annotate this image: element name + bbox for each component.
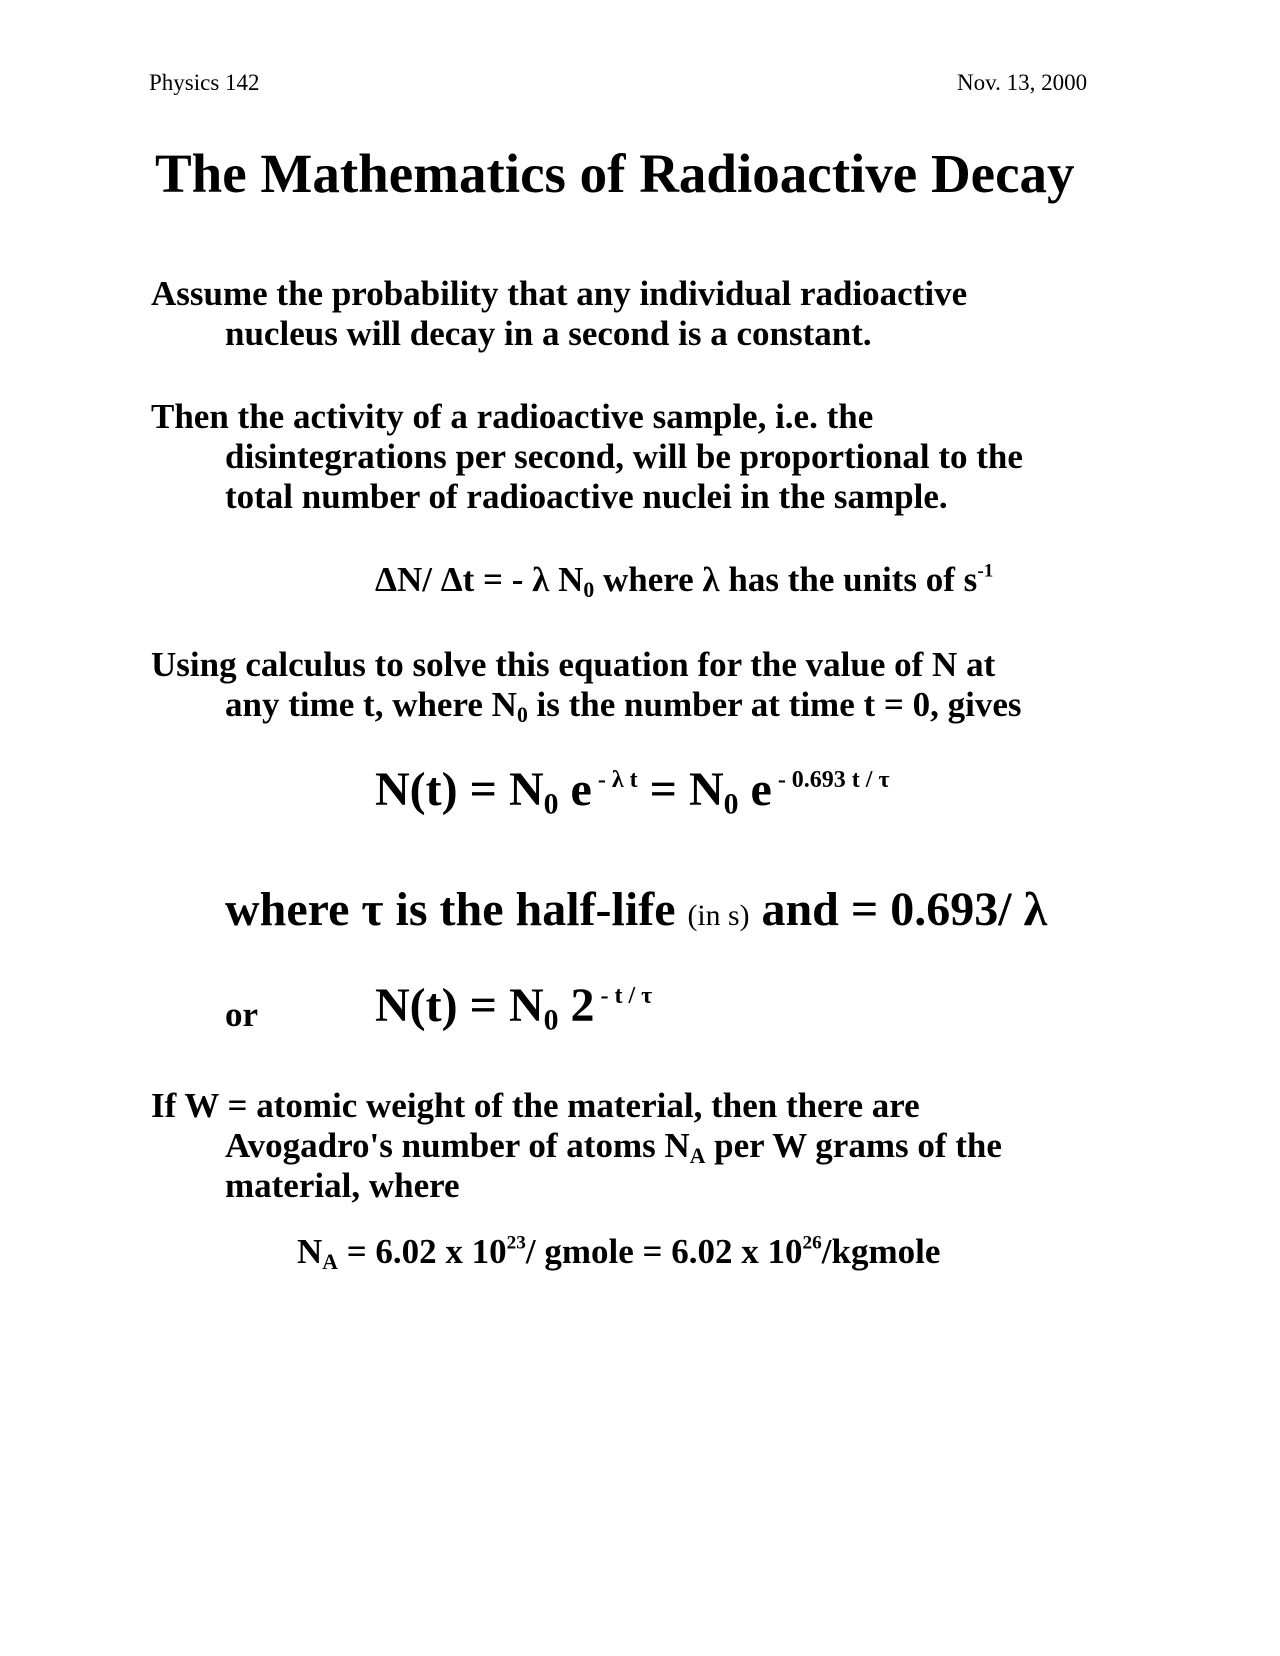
equation-text: e xyxy=(558,763,592,816)
equation-text: = N xyxy=(637,763,724,816)
equation-text: where λ has the units of s xyxy=(594,560,978,599)
subscript: 0 xyxy=(543,1003,559,1037)
date-label: Nov. 13, 2000 xyxy=(957,70,1088,95)
superscript: - λ t xyxy=(591,767,638,793)
superscript: - t / τ xyxy=(594,983,653,1009)
equation-decay-law xyxy=(375,762,890,821)
paragraph-line: If W = atomic weight of the material, then there are xyxy=(151,1086,920,1125)
equation-half-life xyxy=(225,882,1047,937)
superscript: - 0.693 t / τ xyxy=(771,767,890,793)
subscript: A xyxy=(322,1250,338,1275)
equation-text: and = 0.693/ λ xyxy=(749,883,1048,936)
page-title: The Mathematics of Radioactive Decay xyxy=(155,143,1075,204)
paragraph-line: total number of radioactive nuclei in the sample. xyxy=(225,477,948,516)
paragraph-line: Then the activity of a radioactive sample, i.e. the xyxy=(151,397,874,436)
superscript: 23 xyxy=(506,1232,526,1254)
subscript: 0 xyxy=(543,787,559,821)
equation-base-two xyxy=(375,978,653,1037)
equation-text: N xyxy=(297,1232,323,1271)
text-fragment: any time t, where N xyxy=(225,685,517,724)
equation-text: = 6.02 x 10 xyxy=(337,1232,507,1271)
equation-text: / gmole = 6.02 x 10 xyxy=(525,1232,803,1271)
equation-text: N(t) = N xyxy=(375,763,544,816)
units-note: (in s) xyxy=(687,899,750,932)
subscript: 0 xyxy=(723,787,739,821)
text-fragment: is the number at time t = 0, gives xyxy=(527,685,1022,724)
paragraph-line xyxy=(151,1126,1002,1169)
subscript: 0 xyxy=(516,703,528,728)
equation-text: where τ is the half-life xyxy=(225,883,688,936)
equation-activity xyxy=(375,560,994,603)
course-label: Physics 142 xyxy=(149,70,260,95)
paragraph-line: material, where xyxy=(225,1166,460,1205)
paragraph-line: nucleus will decay in a second is a constant. xyxy=(225,314,872,353)
superscript: -1 xyxy=(977,560,994,582)
paragraph-line: Assume the probability that any individual radioactive xyxy=(151,274,968,313)
text-fragment: per W grams of the xyxy=(705,1126,1002,1165)
paragraph-line xyxy=(151,685,1022,728)
paragraph-avogadro xyxy=(151,1086,1002,1206)
paragraph-activity xyxy=(151,397,1023,517)
equation-text: ΔN/ Δt = - λ N xyxy=(375,560,584,599)
superscript: 26 xyxy=(802,1232,822,1254)
equation-text: /kgmole xyxy=(821,1232,941,1271)
paragraph-calculus xyxy=(151,645,1022,728)
equation-text: e xyxy=(738,763,772,816)
paragraph-line: Using calculus to solve this equation for the value of N at xyxy=(151,645,996,684)
paragraph-line: disintegrations per second, will be proportional to the xyxy=(225,437,1023,476)
equation-avogadro xyxy=(297,1232,941,1275)
text-fragment: Avogadro's number of atoms N xyxy=(225,1126,690,1165)
or-label: or xyxy=(225,995,259,1034)
paragraph-probability xyxy=(151,274,967,354)
equation-text: N(t) = N xyxy=(375,979,544,1032)
subscript: A xyxy=(689,1144,706,1169)
equation-text: 2 xyxy=(558,979,595,1032)
subscript: 0 xyxy=(583,578,595,603)
